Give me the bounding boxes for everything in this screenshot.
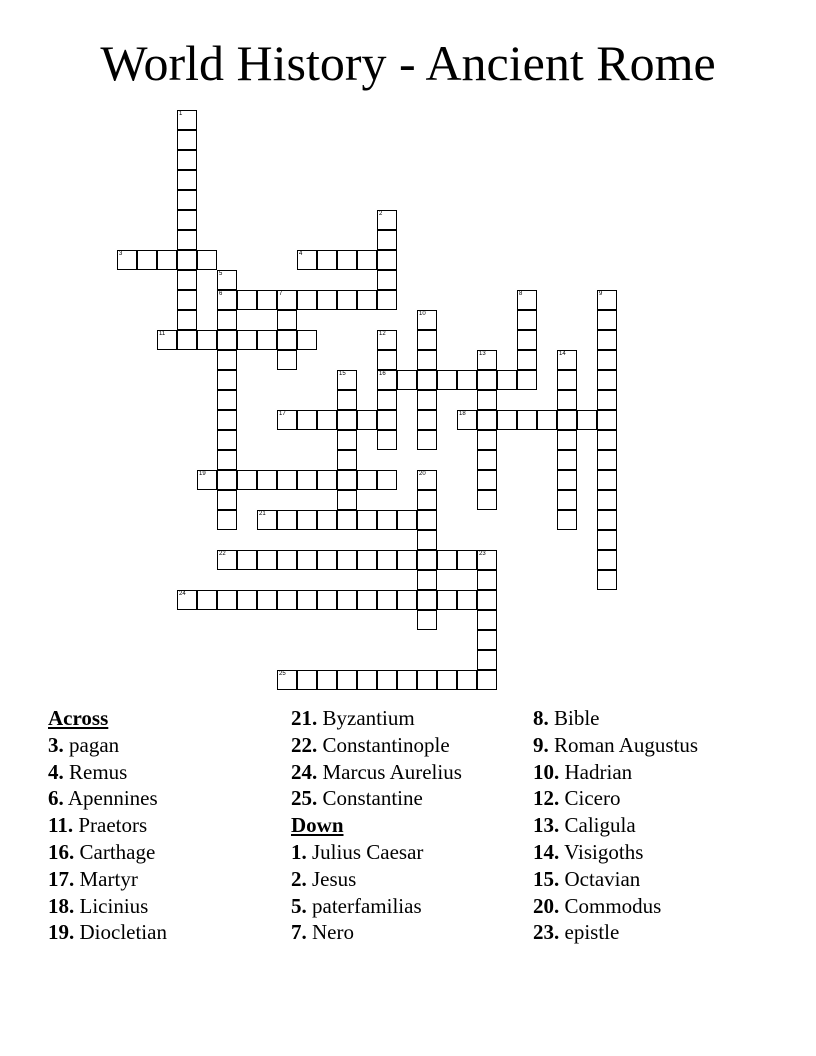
grid-cell[interactable] — [417, 410, 437, 430]
grid-cell[interactable] — [517, 350, 537, 370]
grid-cell[interactable] — [277, 350, 297, 370]
clue-column-3 — [533, 705, 698, 946]
grid-number: 8 — [519, 291, 523, 297]
grid-cell[interactable] — [337, 450, 357, 470]
clue-across-4[interactable]: 4. Remus — [48, 759, 128, 784]
grid-cell[interactable] — [437, 670, 457, 690]
grid-number: 4 — [299, 251, 303, 257]
grid-cell[interactable] — [377, 590, 397, 610]
grid-cell[interactable] — [217, 330, 237, 350]
grid-cell[interactable] — [217, 470, 237, 490]
grid-cell[interactable] — [337, 670, 357, 690]
grid-cell[interactable] — [337, 390, 357, 410]
grid-cell[interactable] — [557, 490, 577, 510]
grid-cell[interactable] — [177, 330, 197, 350]
grid-cell[interactable] — [597, 530, 617, 550]
grid-cell[interactable] — [397, 550, 417, 570]
grid-cell[interactable] — [217, 490, 237, 510]
grid-cell[interactable] — [217, 550, 237, 570]
grid-cell[interactable] — [217, 310, 237, 330]
grid-cell[interactable] — [357, 250, 377, 270]
grid-cell[interactable] — [317, 670, 337, 690]
grid-cell[interactable] — [277, 310, 297, 330]
grid-cell[interactable] — [277, 410, 297, 430]
grid-number: 24 — [179, 591, 186, 597]
grid-cell[interactable] — [197, 470, 217, 490]
clue-down-20[interactable]: 20. Commodus — [533, 893, 662, 918]
clue-down-5[interactable]: 5. paterfamilias — [291, 893, 422, 918]
grid-cell[interactable] — [237, 330, 257, 350]
grid-cell[interactable] — [217, 370, 237, 390]
grid-cell[interactable] — [337, 430, 357, 450]
grid-cell[interactable] — [277, 290, 297, 310]
clue-across-17[interactable]: 17. Martyr — [48, 866, 138, 891]
grid-cell[interactable] — [317, 470, 337, 490]
grid-cell[interactable] — [417, 610, 437, 630]
grid-cell[interactable] — [477, 610, 497, 630]
grid-cell[interactable] — [337, 550, 357, 570]
grid-cell[interactable] — [417, 310, 437, 330]
grid-cell[interactable] — [177, 210, 197, 230]
grid-cell[interactable] — [157, 330, 177, 350]
grid-cell[interactable] — [257, 290, 277, 310]
grid-cell[interactable] — [477, 390, 497, 410]
grid-cell[interactable] — [277, 470, 297, 490]
grid-cell[interactable] — [377, 550, 397, 570]
grid-cell[interactable] — [177, 170, 197, 190]
grid-cell[interactable] — [317, 550, 337, 570]
grid-number: 14 — [559, 351, 566, 357]
grid-cell[interactable] — [357, 670, 377, 690]
grid-cell[interactable] — [477, 630, 497, 650]
grid-cell[interactable] — [357, 290, 377, 310]
grid-cell[interactable] — [317, 290, 337, 310]
clue-across-11[interactable]: 11. Praetors — [48, 813, 148, 838]
grid-cell[interactable] — [337, 410, 357, 430]
grid-cell[interactable] — [597, 390, 617, 410]
grid-cell[interactable] — [337, 370, 357, 390]
clue-across-22[interactable]: 22. Constantinople — [291, 732, 450, 757]
grid-cell[interactable] — [377, 470, 397, 490]
grid-cell[interactable] — [377, 330, 397, 350]
grid-cell[interactable] — [377, 410, 397, 430]
clue-across-19[interactable]: 19. Diocletian — [48, 920, 167, 945]
clue-across-6[interactable]: 6. Apennines — [48, 786, 158, 811]
clue-across-25[interactable]: 25. Constantine — [291, 786, 423, 811]
grid-cell[interactable] — [277, 510, 297, 530]
grid-cell[interactable] — [377, 210, 397, 230]
grid-cell[interactable] — [297, 590, 317, 610]
grid-cell[interactable] — [597, 370, 617, 390]
grid-cell[interactable] — [537, 410, 557, 430]
grid-cell[interactable] — [297, 290, 317, 310]
grid-number: 6 — [219, 291, 223, 297]
grid-number: 15 — [339, 371, 346, 377]
grid-number: 23 — [479, 551, 486, 557]
grid-number: 17 — [279, 411, 286, 417]
clue-down-13[interactable]: 13. Caligula — [533, 813, 636, 838]
grid-cell[interactable] — [477, 430, 497, 450]
grid-cell[interactable] — [597, 550, 617, 570]
grid-cell[interactable] — [437, 550, 457, 570]
grid-cell[interactable] — [157, 250, 177, 270]
grid-cell[interactable] — [397, 670, 417, 690]
grid-cell[interactable] — [457, 370, 477, 390]
grid-cell[interactable] — [597, 570, 617, 590]
grid-cell[interactable] — [177, 270, 197, 290]
grid-cell[interactable] — [257, 330, 277, 350]
grid-cell[interactable] — [177, 250, 197, 270]
grid-cell[interactable] — [277, 550, 297, 570]
clue-down-8[interactable]: 8. Bible — [533, 706, 600, 730]
grid-number: 2 — [379, 211, 383, 217]
grid-cell[interactable] — [417, 590, 437, 610]
clue-down-2[interactable]: 2. Jesus — [291, 866, 357, 891]
grid-cell[interactable] — [337, 250, 357, 270]
grid-cell[interactable] — [477, 350, 497, 370]
grid-cell[interactable] — [517, 310, 537, 330]
grid-cell[interactable] — [217, 410, 237, 430]
grid-cell[interactable] — [177, 130, 197, 150]
grid-cell[interactable] — [217, 350, 237, 370]
grid-number: 10 — [419, 311, 426, 317]
grid-cell[interactable] — [557, 450, 577, 470]
down-heading: Down — [291, 813, 344, 838]
grid-cell[interactable] — [317, 410, 337, 430]
grid-cell[interactable] — [237, 470, 257, 490]
grid-cell[interactable] — [237, 590, 257, 610]
grid-cell[interactable] — [437, 370, 457, 390]
clue-down-23[interactable]: 23. epistle — [533, 920, 620, 945]
grid-number: 13 — [479, 351, 486, 357]
grid-cell[interactable] — [217, 390, 237, 410]
grid-cell[interactable] — [457, 410, 477, 430]
clue-across-21[interactable]: 21. Byzantium — [291, 706, 415, 730]
grid-cell[interactable] — [597, 330, 617, 350]
grid-cell[interactable] — [297, 550, 317, 570]
grid-cell[interactable] — [557, 350, 577, 370]
clue-across-3[interactable]: 3. pagan — [48, 732, 120, 757]
grid-cell[interactable] — [397, 370, 417, 390]
grid-cell[interactable] — [217, 270, 237, 290]
grid-cell[interactable] — [177, 290, 197, 310]
grid-cell[interactable] — [597, 470, 617, 490]
grid-cell[interactable] — [397, 590, 417, 610]
across-heading: Across — [48, 706, 109, 730]
grid-cell[interactable] — [517, 290, 537, 310]
clue-down-15[interactable]: 15. Octavian — [533, 866, 641, 891]
grid-cell[interactable] — [517, 410, 537, 430]
grid-cell[interactable] — [377, 670, 397, 690]
grid-cell[interactable] — [597, 450, 617, 470]
grid-cell[interactable] — [317, 250, 337, 270]
grid-cell[interactable] — [517, 330, 537, 350]
grid-cell[interactable] — [337, 290, 357, 310]
grid-cell[interactable] — [477, 450, 497, 470]
grid-cell[interactable] — [437, 590, 457, 610]
grid-cell[interactable] — [597, 290, 617, 310]
grid-cell[interactable] — [357, 470, 377, 490]
grid-cell[interactable] — [317, 590, 337, 610]
grid-cell[interactable] — [377, 270, 397, 290]
page-title: World History - Ancient Rome — [100, 35, 716, 91]
grid-cell[interactable] — [557, 430, 577, 450]
grid-cell[interactable] — [257, 550, 277, 570]
grid-cell[interactable] — [417, 470, 437, 490]
grid-cell[interactable] — [257, 590, 277, 610]
grid-cell[interactable] — [477, 650, 497, 670]
grid-cell[interactable] — [477, 570, 497, 590]
grid-cell[interactable] — [597, 510, 617, 530]
grid-cell[interactable] — [217, 510, 237, 530]
grid-cell[interactable] — [237, 550, 257, 570]
grid-number: 21 — [259, 511, 266, 517]
clue-column-1 — [48, 705, 167, 946]
grid-cell[interactable] — [477, 470, 497, 490]
grid-number: 11 — [159, 331, 166, 337]
grid-cell[interactable] — [277, 590, 297, 610]
grid-cell[interactable] — [597, 310, 617, 330]
grid-cell[interactable] — [557, 390, 577, 410]
grid-number: 19 — [199, 471, 206, 477]
grid-cell[interactable] — [357, 410, 377, 430]
grid-cell[interactable] — [557, 470, 577, 490]
grid-cell[interactable] — [557, 370, 577, 390]
grid-cell[interactable] — [237, 290, 257, 310]
grid-cell[interactable] — [177, 150, 197, 170]
grid-cell[interactable] — [217, 590, 237, 610]
grid-cell[interactable] — [417, 370, 437, 390]
grid-cell[interactable] — [597, 490, 617, 510]
grid-number: 7 — [279, 291, 283, 297]
grid-cell[interactable] — [377, 370, 397, 390]
grid-cell[interactable] — [417, 330, 437, 350]
grid-number: 3 — [119, 251, 123, 257]
grid-cell[interactable] — [477, 550, 497, 570]
clue-down-1[interactable]: 1. Julius Caesar — [291, 839, 424, 864]
grid-cell[interactable] — [177, 590, 197, 610]
grid-cell[interactable] — [177, 230, 197, 250]
grid-cell[interactable] — [337, 470, 357, 490]
grid-cell[interactable] — [557, 510, 577, 530]
grid-cell[interactable] — [457, 550, 477, 570]
grid-cell[interactable] — [417, 350, 437, 370]
clue-down-7[interactable]: 7. Nero — [291, 920, 354, 945]
grid-cell[interactable] — [477, 370, 497, 390]
grid-cell[interactable] — [417, 510, 437, 530]
grid-cell[interactable] — [297, 470, 317, 490]
grid-cell[interactable] — [597, 350, 617, 370]
clue-down-14[interactable]: 14. Visigoths — [533, 839, 644, 864]
grid-cell[interactable] — [417, 490, 437, 510]
grid-cell[interactable] — [217, 430, 237, 450]
grid-cell[interactable] — [577, 410, 597, 430]
grid-cell[interactable] — [497, 370, 517, 390]
grid-cell[interactable] — [197, 590, 217, 610]
grid-cell[interactable] — [337, 510, 357, 530]
grid-cell[interactable] — [597, 410, 617, 430]
grid-number: 9 — [599, 291, 603, 297]
grid-number: 18 — [459, 411, 466, 417]
grid-number: 1 — [179, 111, 183, 117]
grid-cell[interactable] — [477, 410, 497, 430]
grid-cell[interactable] — [177, 310, 197, 330]
grid-cell[interactable] — [377, 430, 397, 450]
grid-cell[interactable] — [517, 370, 537, 390]
grid-cell[interactable] — [497, 410, 517, 430]
grid-number: 12 — [379, 331, 386, 337]
clue-across-24[interactable]: 24. Marcus Aurelius — [291, 759, 462, 784]
grid-cell[interactable] — [477, 670, 497, 690]
grid-cell[interactable] — [357, 550, 377, 570]
grid-cell[interactable] — [197, 250, 217, 270]
grid-number: 16 — [379, 371, 386, 377]
grid-cell[interactable] — [417, 430, 437, 450]
grid-number: 5 — [219, 271, 223, 277]
grid-cell[interactable] — [477, 490, 497, 510]
grid-cell[interactable] — [377, 350, 397, 370]
grid-cell[interactable] — [257, 470, 277, 490]
grid-cell[interactable] — [277, 670, 297, 690]
grid-cell[interactable] — [217, 450, 237, 470]
grid-cell[interactable] — [377, 390, 397, 410]
grid-cell[interactable] — [177, 190, 197, 210]
grid-cell[interactable] — [337, 490, 357, 510]
grid-cell[interactable] — [277, 330, 297, 350]
grid-cell[interactable] — [357, 590, 377, 610]
grid-cell[interactable] — [417, 390, 437, 410]
clue-column-2 — [291, 705, 462, 946]
grid-cell[interactable] — [297, 330, 317, 350]
clue-down-10[interactable]: 10. Hadrian — [533, 759, 633, 784]
grid-cell[interactable] — [197, 330, 217, 350]
grid-number: 20 — [419, 471, 426, 477]
clue-down-12[interactable]: 12. Cicero — [533, 786, 621, 811]
clue-across-16[interactable]: 16. Carthage — [48, 839, 156, 864]
grid-cell[interactable] — [137, 250, 157, 270]
grid-cell[interactable] — [417, 530, 437, 550]
grid-cell[interactable] — [297, 250, 317, 270]
grid-cell[interactable] — [337, 590, 357, 610]
grid-cell[interactable] — [457, 670, 477, 690]
grid-cell[interactable] — [457, 590, 477, 610]
grid-cell[interactable] — [377, 290, 397, 310]
grid-cell[interactable] — [377, 230, 397, 250]
grid-cell[interactable] — [177, 110, 197, 130]
grid-cell[interactable] — [377, 250, 397, 270]
grid-cell[interactable] — [117, 250, 137, 270]
grid-cell[interactable] — [357, 510, 377, 530]
grid-cell[interactable] — [417, 670, 437, 690]
grid-cell[interactable] — [417, 550, 437, 570]
grid-cell[interactable] — [317, 510, 337, 530]
grid-cell[interactable] — [217, 290, 237, 310]
grid-cell[interactable] — [417, 570, 437, 590]
grid-cell[interactable] — [377, 510, 397, 530]
clue-across-18[interactable]: 18. Licinius — [48, 893, 149, 918]
grid-cell[interactable] — [597, 430, 617, 450]
grid-cell[interactable] — [297, 670, 317, 690]
grid-number: 22 — [219, 551, 226, 557]
grid-cell[interactable] — [297, 510, 317, 530]
grid-cell[interactable] — [297, 410, 317, 430]
grid-number: 25 — [279, 671, 286, 677]
grid-cell[interactable] — [477, 590, 497, 610]
grid-cell[interactable] — [557, 410, 577, 430]
grid-cell[interactable] — [397, 510, 417, 530]
grid-cell[interactable] — [257, 510, 277, 530]
clue-down-9[interactable]: 9. Roman Augustus — [533, 732, 699, 757]
